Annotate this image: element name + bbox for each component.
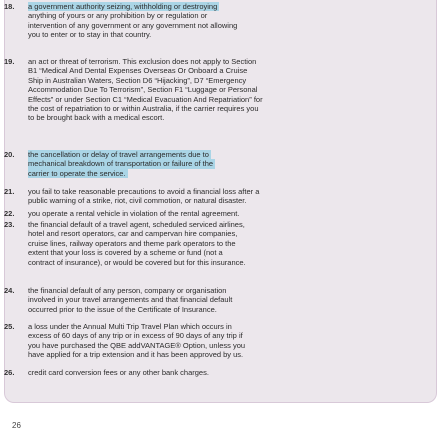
item-line: occurred prior to the issue of the Certificate of Insurance. xyxy=(28,304,217,314)
item-text xyxy=(28,187,420,206)
item-line: an act or threat of terrorism. This exclusion does not apply to Section xyxy=(28,57,257,66)
item-text xyxy=(28,220,420,267)
item-text xyxy=(28,2,284,40)
item-line: intervention of any government or any government not allowing xyxy=(28,20,238,30)
highlighted-line: mechanical breakdown of transportation or failure of the xyxy=(28,159,214,169)
item-number: 20. xyxy=(4,150,15,159)
item-number: 21. xyxy=(4,187,15,196)
item-line: you fail to take reasonable precautions to avoid a financial loss after a xyxy=(28,187,260,196)
item-line: the cost of repatriation to or within Australia, if the carrier requires you xyxy=(28,104,259,114)
item-text xyxy=(28,368,420,377)
item-line: the financial default of any person, company or organisation xyxy=(28,286,227,295)
item-line: the financial default of a travel agent, scheduled serviced airlines, xyxy=(28,220,245,229)
item-number: 18. xyxy=(4,2,15,11)
item-text xyxy=(28,322,420,360)
item-line: excess of 60 days of any trip or in excess of 90 days of any trip if xyxy=(28,331,243,341)
item-number: 23. xyxy=(4,220,15,229)
highlighted-line: the cancellation or delay of travel arrangements due to xyxy=(28,150,209,159)
item-number: 24. xyxy=(4,286,15,295)
item-text xyxy=(28,150,284,178)
item-text xyxy=(28,209,420,218)
item-number: 19. xyxy=(4,57,15,66)
item-line: you have purchased the QBE addVANTAGE® Option, unless you xyxy=(28,340,246,350)
item-line: cruise lines, railway operators and theme park operators to the xyxy=(28,238,236,248)
item-line: extent that your loss is covered by a scheme or fund (not a xyxy=(28,248,223,258)
item-line: hotel and resort operators, car and campervan hire companies, xyxy=(28,229,238,239)
item-line: you operate a rental vehicle in violation of the rental agreement. xyxy=(28,209,240,218)
item-line: to be brought back with a medical escort. xyxy=(28,113,165,123)
item-line: B1 “Medical And Dental Expenses Overseas Or Onboard a Cruise xyxy=(28,66,248,76)
item-line: a government authority seizing, withholding or destroying xyxy=(28,2,218,11)
item-line: Ship in Australian Waters, Section D6 “Hijacking”, D7 “Emergency xyxy=(28,75,247,85)
item-number: 26. xyxy=(4,368,15,377)
item-number: 25. xyxy=(4,322,15,331)
page-number: 26 xyxy=(12,421,21,430)
item-line: contract of insurance), or would be covered but for this insurance. xyxy=(28,257,246,267)
item-line: involved in your travel arrangements and that financial default xyxy=(28,295,233,305)
item-line: have applied for a trip extension and it has been approved by us. xyxy=(28,350,244,360)
item-line: anything of yours or any prohibition by or regulation or xyxy=(28,11,208,21)
item-text xyxy=(28,57,420,123)
item-line: a loss under the Annual Multi Trip Travel Plan which occurs in xyxy=(28,322,232,331)
item-text xyxy=(28,286,420,314)
item-line: you to enter or to stay in that country. xyxy=(28,30,152,40)
highlighted-line: carrier to operate the service. xyxy=(28,168,126,178)
item-number: 22. xyxy=(4,209,15,218)
item-line: credit card conversion fees or any other bank charges. xyxy=(28,368,209,377)
item-line: public warning of a strike, riot, civil commotion, or natural disaster. xyxy=(28,196,247,206)
item-line: Effects” or under Section C1 “Medical Evacuation And Repatriation” for xyxy=(28,94,263,104)
item-line: Accommodation Due To Terrorism”, Section F1 “Luggage or Personal xyxy=(28,85,258,95)
